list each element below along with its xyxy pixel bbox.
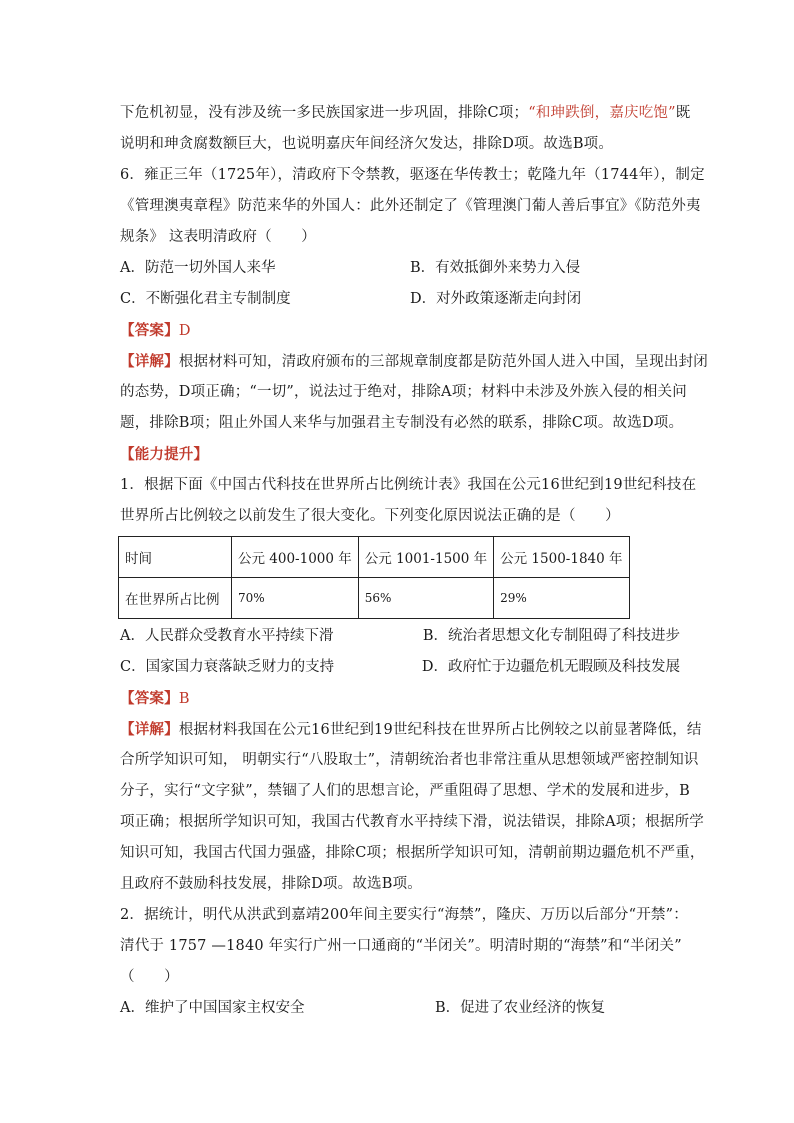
detail-line: 且政府不鼓励科技发展，排除D项。故选B项。 bbox=[120, 876, 422, 892]
table-header-cell: 公元 1001-1500 年 bbox=[358, 537, 493, 578]
detail-line bbox=[120, 346, 709, 377]
option-d: D．政府忙于边疆危机无暇顾及科技发展 bbox=[421, 659, 680, 675]
detail-text: 根据材料可知，清政府颁布的三部规章制度都是防范外国人进入中国，呈现出封闭 bbox=[178, 354, 709, 370]
table-header-cell: 时间 bbox=[119, 537, 232, 578]
detail-label: 【详解】 bbox=[120, 353, 179, 370]
question-6-stem: 规条》 这表明清政府（ ） bbox=[120, 229, 316, 245]
table-cell: 56% bbox=[358, 578, 493, 619]
table-row bbox=[119, 578, 630, 619]
question-2-stem: 清代于 1757 —1840 年实行广州一口通商的“半闭关”。明清时期的“海禁”和“半闭关” bbox=[120, 938, 682, 954]
detail-line: 的态势，D项正确；“一切”，说法过于绝对，排除A项；材料中未涉及外族入侵的相关问 bbox=[120, 384, 687, 400]
option-b: B．有效抵御外来势力入侵 bbox=[410, 260, 581, 276]
option-b: B．统治者思想文化专制阻碍了科技进步 bbox=[422, 628, 680, 644]
question-2-stem: 2．据统计，明代从洪武到嘉靖200年间主要实行“海禁”，隆庆、万历以后部分“开禁”： bbox=[120, 907, 688, 923]
detail-line: 题，排除B项；阻止外国人来华与加强君主专制没有必然的联系，排除C项。故选D项。 bbox=[120, 415, 684, 431]
intro-text: 既 bbox=[675, 105, 691, 121]
detail-label: 【详解】 bbox=[120, 721, 179, 738]
table-row bbox=[119, 537, 630, 578]
answer-line bbox=[120, 683, 680, 714]
intro-text: 下危机初显，没有涉及统一多民族国家进一步巩固，排除C项； bbox=[120, 105, 529, 121]
question-2-options-row bbox=[120, 993, 680, 1024]
question-1-options-row bbox=[120, 652, 680, 683]
question-2-stem: （ ） bbox=[120, 969, 179, 985]
option-c: C．国家国力衰落缺乏财力的支持 bbox=[120, 659, 335, 675]
answer-label: 【答案】 bbox=[120, 690, 179, 707]
option-d: D．对外政策逐渐走向封闭 bbox=[410, 291, 582, 307]
detail-line: 项正确；根据所学知识可知，我国古代教育水平持续下滑，说法错误，排除A项；根据所学 bbox=[120, 814, 704, 830]
question-1-stem: 世界所占比例较之以前发生了很大变化。下列变化原因说法正确的是（ ） bbox=[120, 508, 620, 524]
question-6-stem: 6．雍正三年（1725年），清政府下令禁教，驱逐在华传教士；乾隆九年（1744年），制定 bbox=[120, 167, 705, 183]
option-c: C．不断强化君主专制制度 bbox=[120, 291, 291, 307]
detail-line: 知识可知，我国古代国力强盛，排除C项；根据所学知识可知，清朝前期边疆危机不严重， bbox=[120, 845, 705, 861]
detail-line: 合所学知识可知， 明朝实行“八股取士”，清朝统治者也非常注重从思想领域严密控制知识 bbox=[120, 752, 699, 768]
answer-line bbox=[120, 315, 680, 346]
answer-label: 【答案】 bbox=[120, 322, 179, 339]
answer-value: D bbox=[178, 323, 191, 339]
table-cell: 29% bbox=[494, 578, 629, 619]
detail-text: 根据材料我国在公元16世纪到19世纪科技在世界所占比例较之以前显著降低，结 bbox=[178, 722, 702, 738]
option-b: B．促进了农业经济的恢复 bbox=[435, 1000, 606, 1016]
question-1-options-row bbox=[120, 621, 680, 652]
table-header-cell: 公元 400-1000 年 bbox=[232, 537, 359, 578]
table-cell: 70% bbox=[232, 578, 359, 619]
option-a: A．人民群众受教育水平持续下滑 bbox=[120, 628, 334, 644]
stats-table bbox=[118, 536, 630, 619]
table-header-cell: 公元 1500-1840 年 bbox=[494, 537, 629, 578]
detail-line: 分子，实行“文字狱”，禁锢了人们的思想言论，严重阻碍了思想、学术的发展和进步，B bbox=[120, 783, 690, 799]
intro-line-2: 说明和珅贪腐数额巨大，也说明嘉庆年间经济欠发达，排除D项。故选B项。 bbox=[120, 136, 614, 152]
document-page bbox=[120, 98, 709, 1024]
answer-value: B bbox=[178, 691, 190, 707]
table-cell: 在世界所占比例 bbox=[119, 578, 232, 619]
intro-line-1 bbox=[120, 98, 691, 129]
quote-highlight: “和珅跌倒，嘉庆吃饱” bbox=[528, 105, 676, 121]
section-title: 【能力提升】 bbox=[120, 446, 209, 463]
question-6-options-row bbox=[120, 253, 680, 284]
question-6-stem: 《管理澳夷章程》防范来华的外国人：此外还制定了《管理澳门葡人善后事宜》《防范外夷 bbox=[120, 198, 701, 214]
detail-line bbox=[120, 714, 702, 745]
question-1-stem: 1．根据下面《中国古代科技在世界所占比例统计表》我国在公元16世纪到19世纪科技在 bbox=[120, 477, 697, 493]
option-a: A．维护了中国国家主权安全 bbox=[120, 1000, 305, 1016]
question-6-options-row bbox=[120, 284, 680, 315]
option-a: A．防范一切外国人来华 bbox=[120, 260, 276, 276]
